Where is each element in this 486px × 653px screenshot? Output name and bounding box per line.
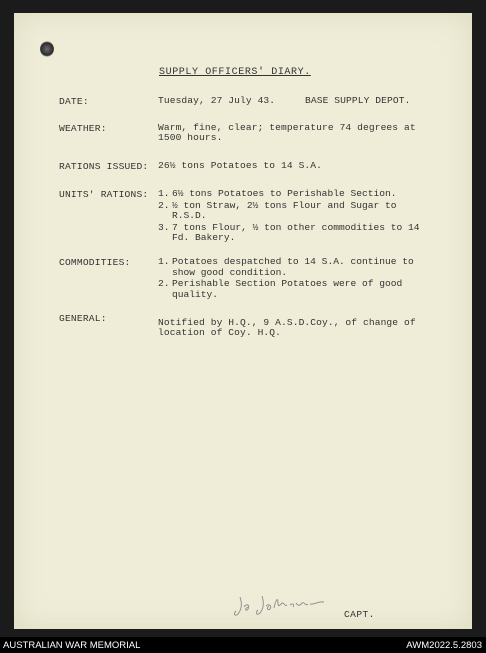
handwritten-signature xyxy=(232,593,330,619)
document-title: SUPPLY OFFICERS' DIARY. xyxy=(159,67,311,78)
general-line-1: Notified by H.Q., 9 A.S.D.Coy., of change of xyxy=(158,317,416,328)
date-value: Tuesday, 27 July 43. xyxy=(158,95,276,106)
item-number: 3. xyxy=(158,221,170,233)
item-number: 1. xyxy=(158,256,170,267)
diary-page xyxy=(14,13,472,629)
item-text: ½ ton Straw, 2½ tons Flour and Sugar to R.S.D. xyxy=(172,199,397,221)
punch-hole xyxy=(40,41,54,57)
date-label: DATE: xyxy=(59,96,89,107)
weather-label: WEATHER: xyxy=(59,123,107,134)
rations-issued-label: RATIONS ISSUED: xyxy=(59,161,149,172)
item-text: 7 tons Flour, ½ ton other commodities to 14 Fd. Bakery. xyxy=(172,221,420,243)
footer-institution: AUSTRALIAN WAR MEMORIAL xyxy=(3,640,141,651)
commodities-list xyxy=(158,257,424,301)
item-text: 6½ tons Potatoes to Perishable Section. xyxy=(172,188,397,199)
signatory-rank: CAPT. xyxy=(344,609,375,620)
list-item xyxy=(158,279,424,300)
rations-issued-value: 26½ tons Potatoes to 14 S.A. xyxy=(158,160,323,171)
units-rations-list xyxy=(158,189,424,245)
list-item xyxy=(158,257,424,278)
footer-accession-number: AWM2022.5.2803 xyxy=(406,640,482,651)
item-number: 2. xyxy=(158,199,170,211)
depot-name: BASE SUPPLY DEPOT. xyxy=(305,95,411,106)
list-item xyxy=(158,223,424,244)
general-label: GENERAL: xyxy=(59,313,107,324)
item-text: Perishable Section Potatoes were of good quality. xyxy=(172,278,403,300)
weather-line-1: Warm, fine, clear; temperature 74 degrees at xyxy=(158,122,416,133)
list-item xyxy=(158,189,424,200)
weather-line-2: 1500 hours. xyxy=(158,132,223,143)
units-rations-label: UNITS' RATIONS: xyxy=(59,189,149,200)
item-number: 2. xyxy=(158,278,170,289)
item-number: 1. xyxy=(158,188,170,199)
list-item xyxy=(158,201,424,222)
general-line-2: location of Coy. H.Q. xyxy=(158,327,282,338)
item-text: Potatoes despatched to 14 S.A. continue to show good condition. xyxy=(172,256,414,278)
commodities-label: COMMODITIES: xyxy=(59,257,131,268)
